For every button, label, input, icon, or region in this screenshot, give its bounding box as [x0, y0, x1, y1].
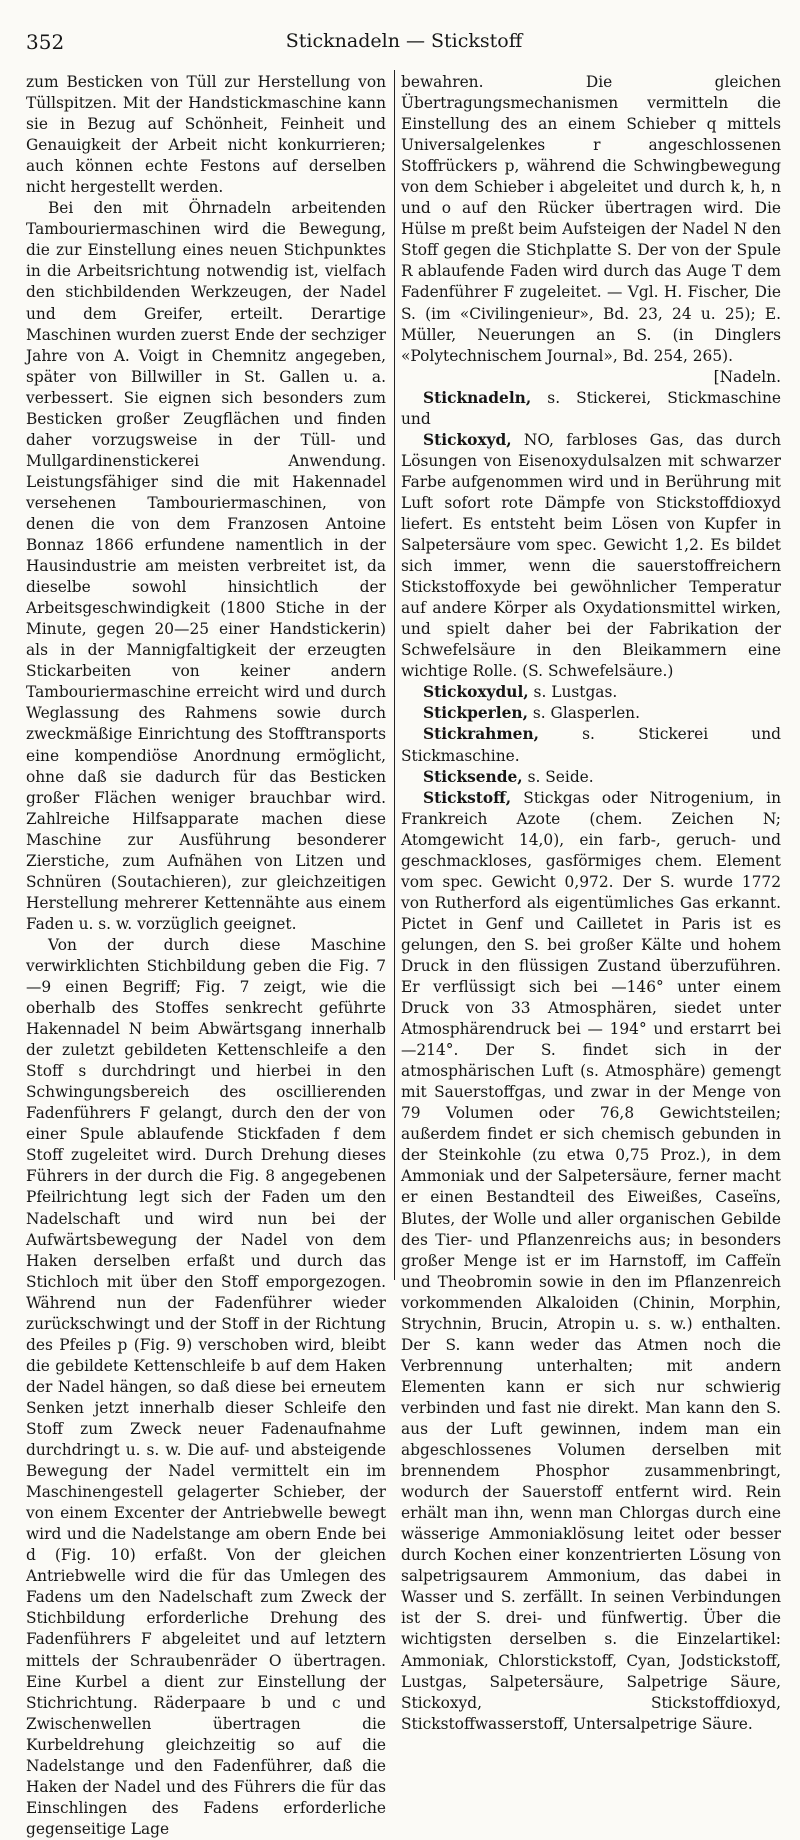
running-title: Sticknadeln — Stickstoff: [285, 30, 523, 52]
entry-stickrahmen: [401, 724, 781, 766]
paragraph: Bei den mit Öhrnadeln arbeitenden Tambouriermaschinen wird die Bewegung, die zur Einstellung eines neuen Stichpunktes in die Arbeitsrichtung notwendig ist, vielfach den stichbildenden Werkzeugen, der Nadel und dem Greifer, erteilt. Derartige Maschinen wurden zuerst Ende der sechziger Jahre von A. Voigt in Chemnitz angegeben, später von Billwiller in St. Gallen u. a. verbessert. Sie eignen sich besonders zum Besticken großer Zeugflächen und finden daher vorzugsweise in der Tüll- und Mullgardinenstickerei Anwendung. Leistungsfähiger sind die mit Hakennadel versehenen Tambouriermaschinen, von denen die von dem Franzosen Antoine Bonnaz 1866 erfundene namentlich in der Hausindustrie am meisten verbreitet ist, da dieselbe sowohl hinsichtlich der Arbeitsgeschwindigkeit (1800 Stiche in der Minute, gegen 20—25 einer Handstickerin) als in der Mannigfaltigkeit der erzeugten Stickarbeiten von keiner andern Tambouriermaschine erreicht wird und durch Weglassung des Rahmens sowie durch zweckmäßige Einrichtung des Stofftransports eine kompendiöse Anordnung ermöglicht, ohne daß sie dadurch für das Besticken großer Flächen weniger brauchbar wird. Zahlreiche Hilfsapparate machen diese Maschine zur Ausführung besonderer Zierstiche, zum Aufnähen von Litzen und Schnüren (Soutachieren), zur gleichzeitigen Herstellung mehrerer Kettennähte aus einem Faden u. s. w. vorzüglich geeignet.: [26, 199, 386, 933]
entry-headword: Stickstoff,: [423, 788, 512, 807]
entry-text: Stickgas oder Nitrogenium, in Frankreich Azote (chem. Zeichen N; Atomgewicht 14,0), ein farb-, geruch- und geschmackloses, gasförmiges chem. Element vom spec. Gewicht 0,972. Der S. wurde 1772 von Rutherford als eigentümliches Gas erkannt. Pictet in Genf und Cailletet in Paris ist es gelungen, den S. bei großer Kälte und hohem Druck in den flüssigen Zustand überzuführen. Er verflüssigt sich bei —146° unter einem Druck von 33 Atmosphären, siedet unter Atmosphärendruck bei — 194° und erstarrt bei —214°. Der S. findet sich in der atmosphärischen Luft (s. Atmosphäre) gemengt mit Sauerstoffgas, und zwar in der Menge von 79 Volumen oder 76,8 Gewichtsteilen; außerdem findet er sich chemisch gebunden in der Steinkohle (zu etwa 0,75 Proz.), in dem Ammoniak und der Salpetersäure, ferner macht er einen Bestandteil des Eiweißes, Caseïns, Blutes, der Wolle und aller organischen Gebilde des Tier- und Pflanzenreichs aus; in besonders großer Menge ist er im Harnstoff, im Caffeïn und Theobromin sowie in den im Pflanzenreich vorkommenden Alkaloiden (Chinin, Morphin, Strychnin, Brucin, Atropin u. s. w.) enthalten. Der S. kann weder das Atmen noch die Verbrennung unterhalten; mit andern Elementen kann er sich nur schwierig verbinden und fast nie direkt. Man kann den S. aus der Luft gewinnen, indem man ein abgeschlossenes Volumen derselben mit brennendem Phosphor zusammenbringt, wodurch der Sauerstoff entfernt wird. Rein erhält man ihn, wenn man Chlorgas durch eine wässerige Ammoniaklösung leitet oder besser durch Kochen einer konzentrierten Lösung von salpetrigsaurem Ammonium, das dabei in Wasser und S. zerfällt. In seinen Verbindungen ist der S. drei- und fünfwertig. Über die wichtigsten derselben s. die Einzelartikel: Ammoniak, Chlorstickstoff, Cyan, Jodstickstoff, Lustgas, Salpetersäure, Salpetrige Säure, Stickoxyd, Stickstoffdioxyd, Stickstoffwasserstoff, Untersalpetrige Säure.: [401, 788, 781, 1733]
paragraph-text: bewahren. Die gleichen Übertragungsmechanismen vermitteln die Einstellung des an einem Schieber q mittels Universalgelenkes r angeschlossenen Stoffrückers p, während die Schwingbewegung von dem Schieber i abgeleitet und durch k, h, n und o auf den Rücker übertragen wird. Die Hülse m preßt beim Aufsteigen der Nadel N den Stoff gegen die Stichplatte S. Der von der Spule R ablaufende Faden wird durch das Auge T dem Fadenführer F zugeleitet. — Vgl. H. Fischer, Die S. (im «Civilingenieur», Bd. 23, 24 u. 25); E. Müller, Neuerungen an S. (in Dinglers «Polytechnischem Journal», Bd. 254, 265).: [401, 73, 781, 365]
entry-text: s. Glasperlen.: [527, 704, 640, 723]
entry-headword: Stickrahmen,: [423, 725, 540, 744]
entry-headword: Sticksende,: [423, 767, 523, 786]
entry-text: s. Lustgas.: [528, 683, 618, 702]
entry-headword: Stickoxyd,: [423, 430, 512, 449]
entry-text: NO, farbloses Gas, das durch Lösungen von Eisenoxydulsalzen mit schwarzer Farbe aufgenommen wird und in Berührung mit Luft sofort rote Dämpfe von Stickstoffdioxyd liefert. Es entsteht beim Lösen von Kupfer in Salpetersäure vom spec. Gewicht 1,2. Es bildet sich immer, wenn die sauerstoffreichern Stickstoffoxyde bei gewöhnlicher Temperatur auf andere Körper als Oxydationsmittel wirken, und spielt daher bei der Fabrikation der Schwefelsäure in den Bleikammern eine wichtige Rolle. (S. Schwefelsäure.): [401, 430, 781, 681]
entry-stickoxyd: [401, 430, 781, 683]
paragraph: zum Besticken von Tüll zur Herstellung von Tüllspitzen. Mit der Handstickmaschine kann sie in Bezug auf Schönheit, Feinheit und Genauigkeit der Arbeit nicht konkurrieren; auch können echte Festons auf derselben nicht hergestellt werden.: [26, 73, 386, 197]
entry-headword: Stickperlen,: [423, 704, 528, 723]
page-number: 352: [26, 30, 65, 54]
paragraph: [401, 72, 781, 367]
entry-headword: Stickoxydul,: [423, 683, 529, 702]
entry-sticknadeln: [401, 388, 781, 430]
entry-stickoxydul: [401, 682, 781, 703]
column-divider: [394, 70, 395, 1280]
entry-stickstoff: [401, 788, 781, 1735]
right-column: [401, 72, 781, 1735]
continuation-marker: [Nadeln.: [713, 367, 781, 386]
entry-headword: Sticknadeln,: [423, 388, 532, 407]
entry-stickperlen: [401, 703, 781, 724]
left-column: [26, 72, 386, 1840]
entry-text: s. Stickerei, Stickmaschine und: [401, 388, 781, 428]
entry-sticksende: [401, 767, 781, 788]
entry-text: s. Stickerei und Stickmaschine.: [401, 725, 781, 765]
page-header: [26, 30, 782, 56]
entry-text: s. Seide.: [522, 767, 594, 786]
paragraph: Von der durch diese Maschine verwirklichten Stichbildung geben die Fig. 7—9 einen Begriff; Fig. 7 zeigt, wie die oberhalb des Stoffes senkrecht geführte Hakennadel N beim Abwärtsgang innerhalb der zuletzt gebildeten Kettenschleife a den Stoff s durchdringt und hierbei in den Schwingungsbereich des oscillierenden Fadenführers F gelangt, durch den der von einer Spule ablaufende Stickfaden f dem Stoff zugeleitet wird. Durch Drehung dieses Führers in der durch die Fig. 8 angegebenen Pfeilrichtung legt sich der Faden um den Nadelschaft und wird nun bei der Aufwärtsbewegung der Nadel von dem Haken derselben erfaßt und durch das Stichloch mit über den Stoff emporgezogen. Während nun der Fadenführer wieder zurückschwingt und der Stoff in der Richtung des Pfeiles p (Fig. 9) verschoben wird, bleibt die gebildete Kettenschleife b auf dem Haken der Nadel hängen, so daß diese bei erneutem Senken jetzt innerhalb dieser Schleife den Stoff zum Zweck neuer Fadenaufnahme durchdringt u. s. w. Die auf- und absteigende Bewegung der Nadel vermittelt ein im Maschinengestell gelagerter Schieber, der von einem Excenter der Antriebwelle bewegt wird und die Nadelstange am obern Ende bei d (Fig. 10) erfaßt. Von der gleichen Antriebwelle wird die für das Umlegen des Fadens um den Nadelschaft zum Zweck der Stichbildung erforderliche Drehung des Fadenführers F abgeleitet und auf letztern mittels der Schraubenräder O übertragen. Eine Kurbel a dient zur Einstellung der Stichrichtung. Räderpaare b und c und Zwischenwellen übertragen die Kurbeldrehung gleichzeitig so auf die Nadelstange und den Fadenführer, daß die Haken der Nadel und des Führers die für das Einschlingen des Fadens erforderliche gegenseitige Lage: [26, 935, 386, 1838]
